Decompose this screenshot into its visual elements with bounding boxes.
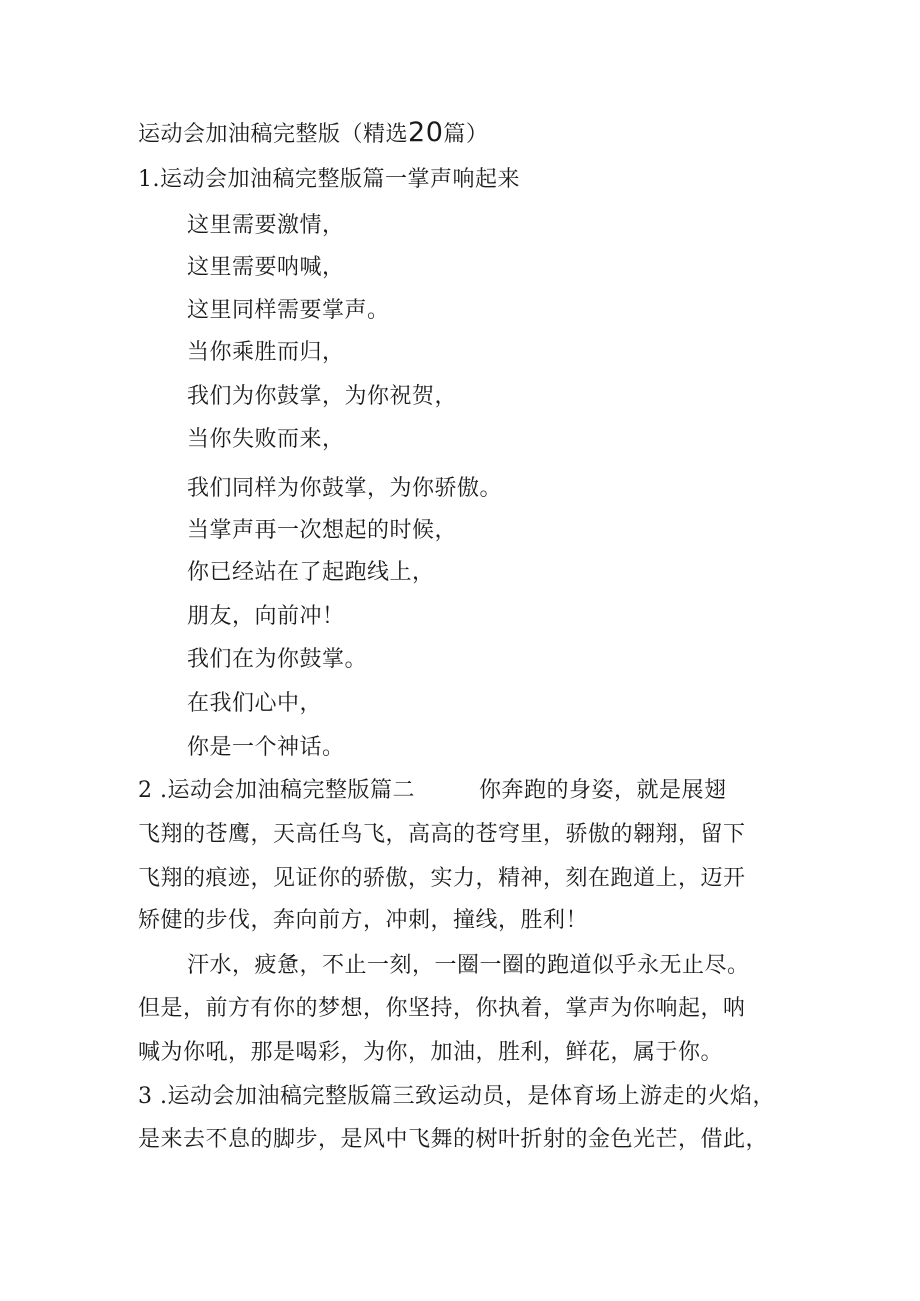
poem-line: 你是一个神话。	[187, 735, 345, 760]
poem-line: 这里需要呐喊，	[187, 255, 345, 280]
title-prefix: 运动会加油稿完整版（精选	[138, 122, 409, 147]
poem-line: 当你失败而来，	[187, 427, 345, 452]
poem-line: 这里需要激情，	[187, 213, 345, 238]
poem-line: 我们为你鼓掌，为你祝贺，	[187, 384, 458, 409]
poem-line: 这里同样需要掌声。	[187, 298, 390, 323]
paragraph-line: 飞翔的痕迹，见证你的骄傲，实力，精神，刻在跑道上，迈开	[138, 866, 746, 891]
title-suffix: 篇）	[443, 122, 489, 147]
title-number: 20	[408, 117, 444, 148]
poem-line: 你已经站在了起跑线上，	[187, 560, 435, 585]
poem-line: 我们在为你鼓掌。	[187, 647, 368, 672]
section-3-heading: 3 .运动会加油稿完整版篇三致运动员，是体育场上游走的火焰，	[138, 1084, 775, 1109]
paragraph-first-line: 汗水，疲惫，不止一刻，一圈一圈的跑道似乎永无止尽。	[187, 953, 750, 978]
section-1-heading: 1.运动会加油稿完整版篇一掌声响起来	[138, 167, 520, 192]
paragraph-line: 是来去不息的脚步，是风中飞舞的树叶折射的金色光芒，借此，	[138, 1127, 769, 1152]
poem-line: 我们同样为你鼓掌，为你骄傲。	[187, 476, 503, 501]
poem-line: 在我们心中，	[187, 691, 323, 716]
paragraph-line: 飞翔的苍鹰，天高任鸟飞，高高的苍穹里，骄傲的翱翔，留下	[138, 822, 746, 847]
section-2-heading	[138, 776, 727, 806]
paragraph-line: 但是，前方有你的梦想，你坚持，你执着，掌声为你响起，呐	[138, 996, 746, 1021]
poem-line: 朋友，向前冲！	[187, 604, 345, 629]
poem-line: 当你乘胜而归，	[187, 340, 345, 365]
paragraph-line: 喊为你吼，那是喝彩，为你，加油，胜利，鲜花，属于你。	[138, 1040, 724, 1065]
poem-line: 当掌声再一次想起的时候，	[187, 518, 458, 543]
section-2-heading-tail: 你奔跑的身姿，就是展翅	[478, 778, 727, 803]
paragraph-line: 矫健的步伐，奔向前方，冲刺，撞线，胜利！	[138, 908, 589, 933]
document-title	[138, 118, 488, 150]
section-2-heading-text: 2 .运动会加油稿完整版篇二	[138, 778, 415, 803]
